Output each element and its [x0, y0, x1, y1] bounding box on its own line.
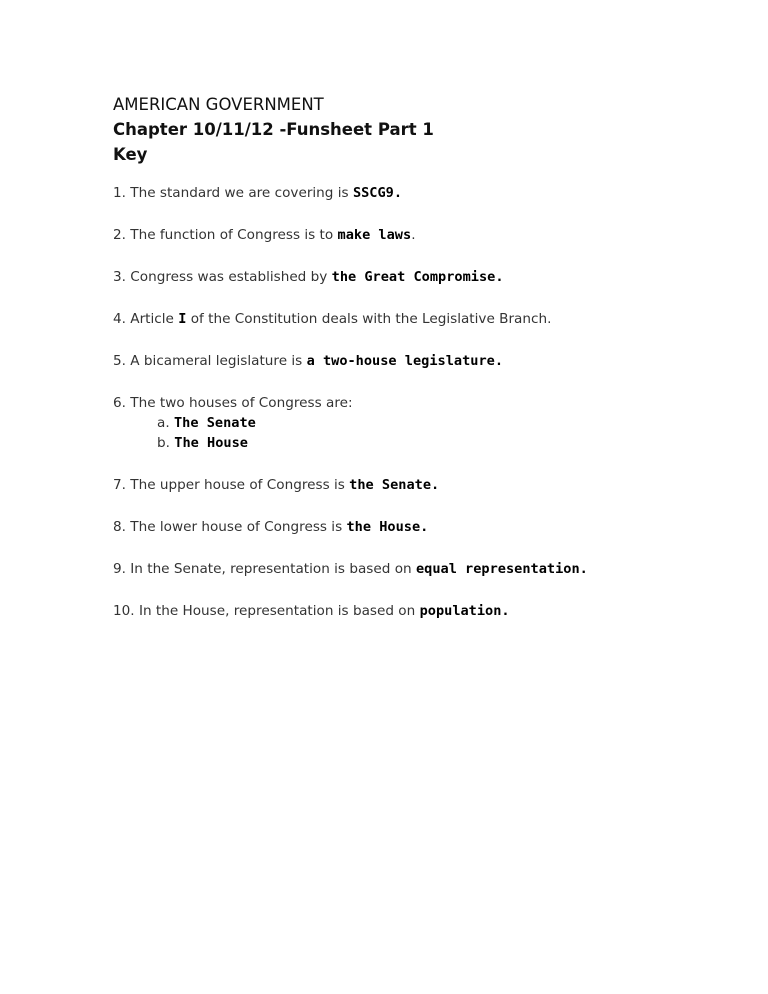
sub-answer-list	[113, 413, 733, 453]
question-text: 3. Congress was established by	[113, 269, 332, 285]
answer-text: equal representation.	[415, 561, 588, 577]
answer-text: The House	[174, 435, 248, 451]
question-5	[113, 351, 733, 371]
worksheet-page	[113, 92, 733, 643]
sub-answer-a	[113, 413, 733, 433]
key-label: Key	[113, 145, 148, 164]
question-list	[113, 183, 733, 621]
question-2	[113, 225, 733, 245]
question-7	[113, 475, 733, 495]
sub-prefix: a.	[157, 415, 174, 431]
question-text: 5. A bicameral legislature is	[113, 353, 307, 369]
question-9	[113, 559, 733, 579]
question-text: 2. The function of Congress is to	[113, 227, 338, 243]
question-text: 1. The standard we are covering is	[113, 185, 353, 201]
course-title: AMERICAN GOVERNMENT	[113, 95, 324, 114]
question-6	[113, 393, 733, 453]
answer-text: SSCG9.	[352, 185, 403, 201]
question-10	[113, 601, 733, 621]
answer-text: I	[178, 311, 187, 327]
question-text: 9. In the Senate, representation is based on	[113, 561, 416, 577]
question-3	[113, 267, 733, 287]
question-suffix: .	[411, 227, 416, 243]
question-8	[113, 517, 733, 537]
question-text: 7. The upper house of Congress is	[113, 477, 350, 493]
question-text: 10. In the House, representation is based on	[113, 603, 420, 619]
answer-text: make laws	[337, 227, 412, 243]
answer-text: a two-house legislature.	[306, 353, 503, 369]
sub-prefix: b.	[157, 435, 175, 451]
question-4	[113, 309, 733, 329]
sub-answer-b	[113, 433, 733, 453]
answer-text: the Great Compromise.	[331, 269, 504, 285]
answer-text: population.	[419, 603, 510, 619]
question-suffix: of the Constitution deals with the Legislative Branch.	[186, 311, 552, 327]
question-text: 4. Article	[113, 311, 179, 327]
question-1	[113, 183, 733, 203]
question-text: 8. The lower house of Congress is	[113, 519, 347, 535]
question-text: 6. The two houses of Congress are:	[113, 395, 353, 411]
chapter-title: Chapter 10/11/12 -Funsheet Part 1	[113, 120, 434, 139]
answer-text: the Senate.	[349, 477, 440, 493]
answer-text: The Senate	[173, 415, 256, 431]
answer-text: the House.	[346, 519, 429, 535]
